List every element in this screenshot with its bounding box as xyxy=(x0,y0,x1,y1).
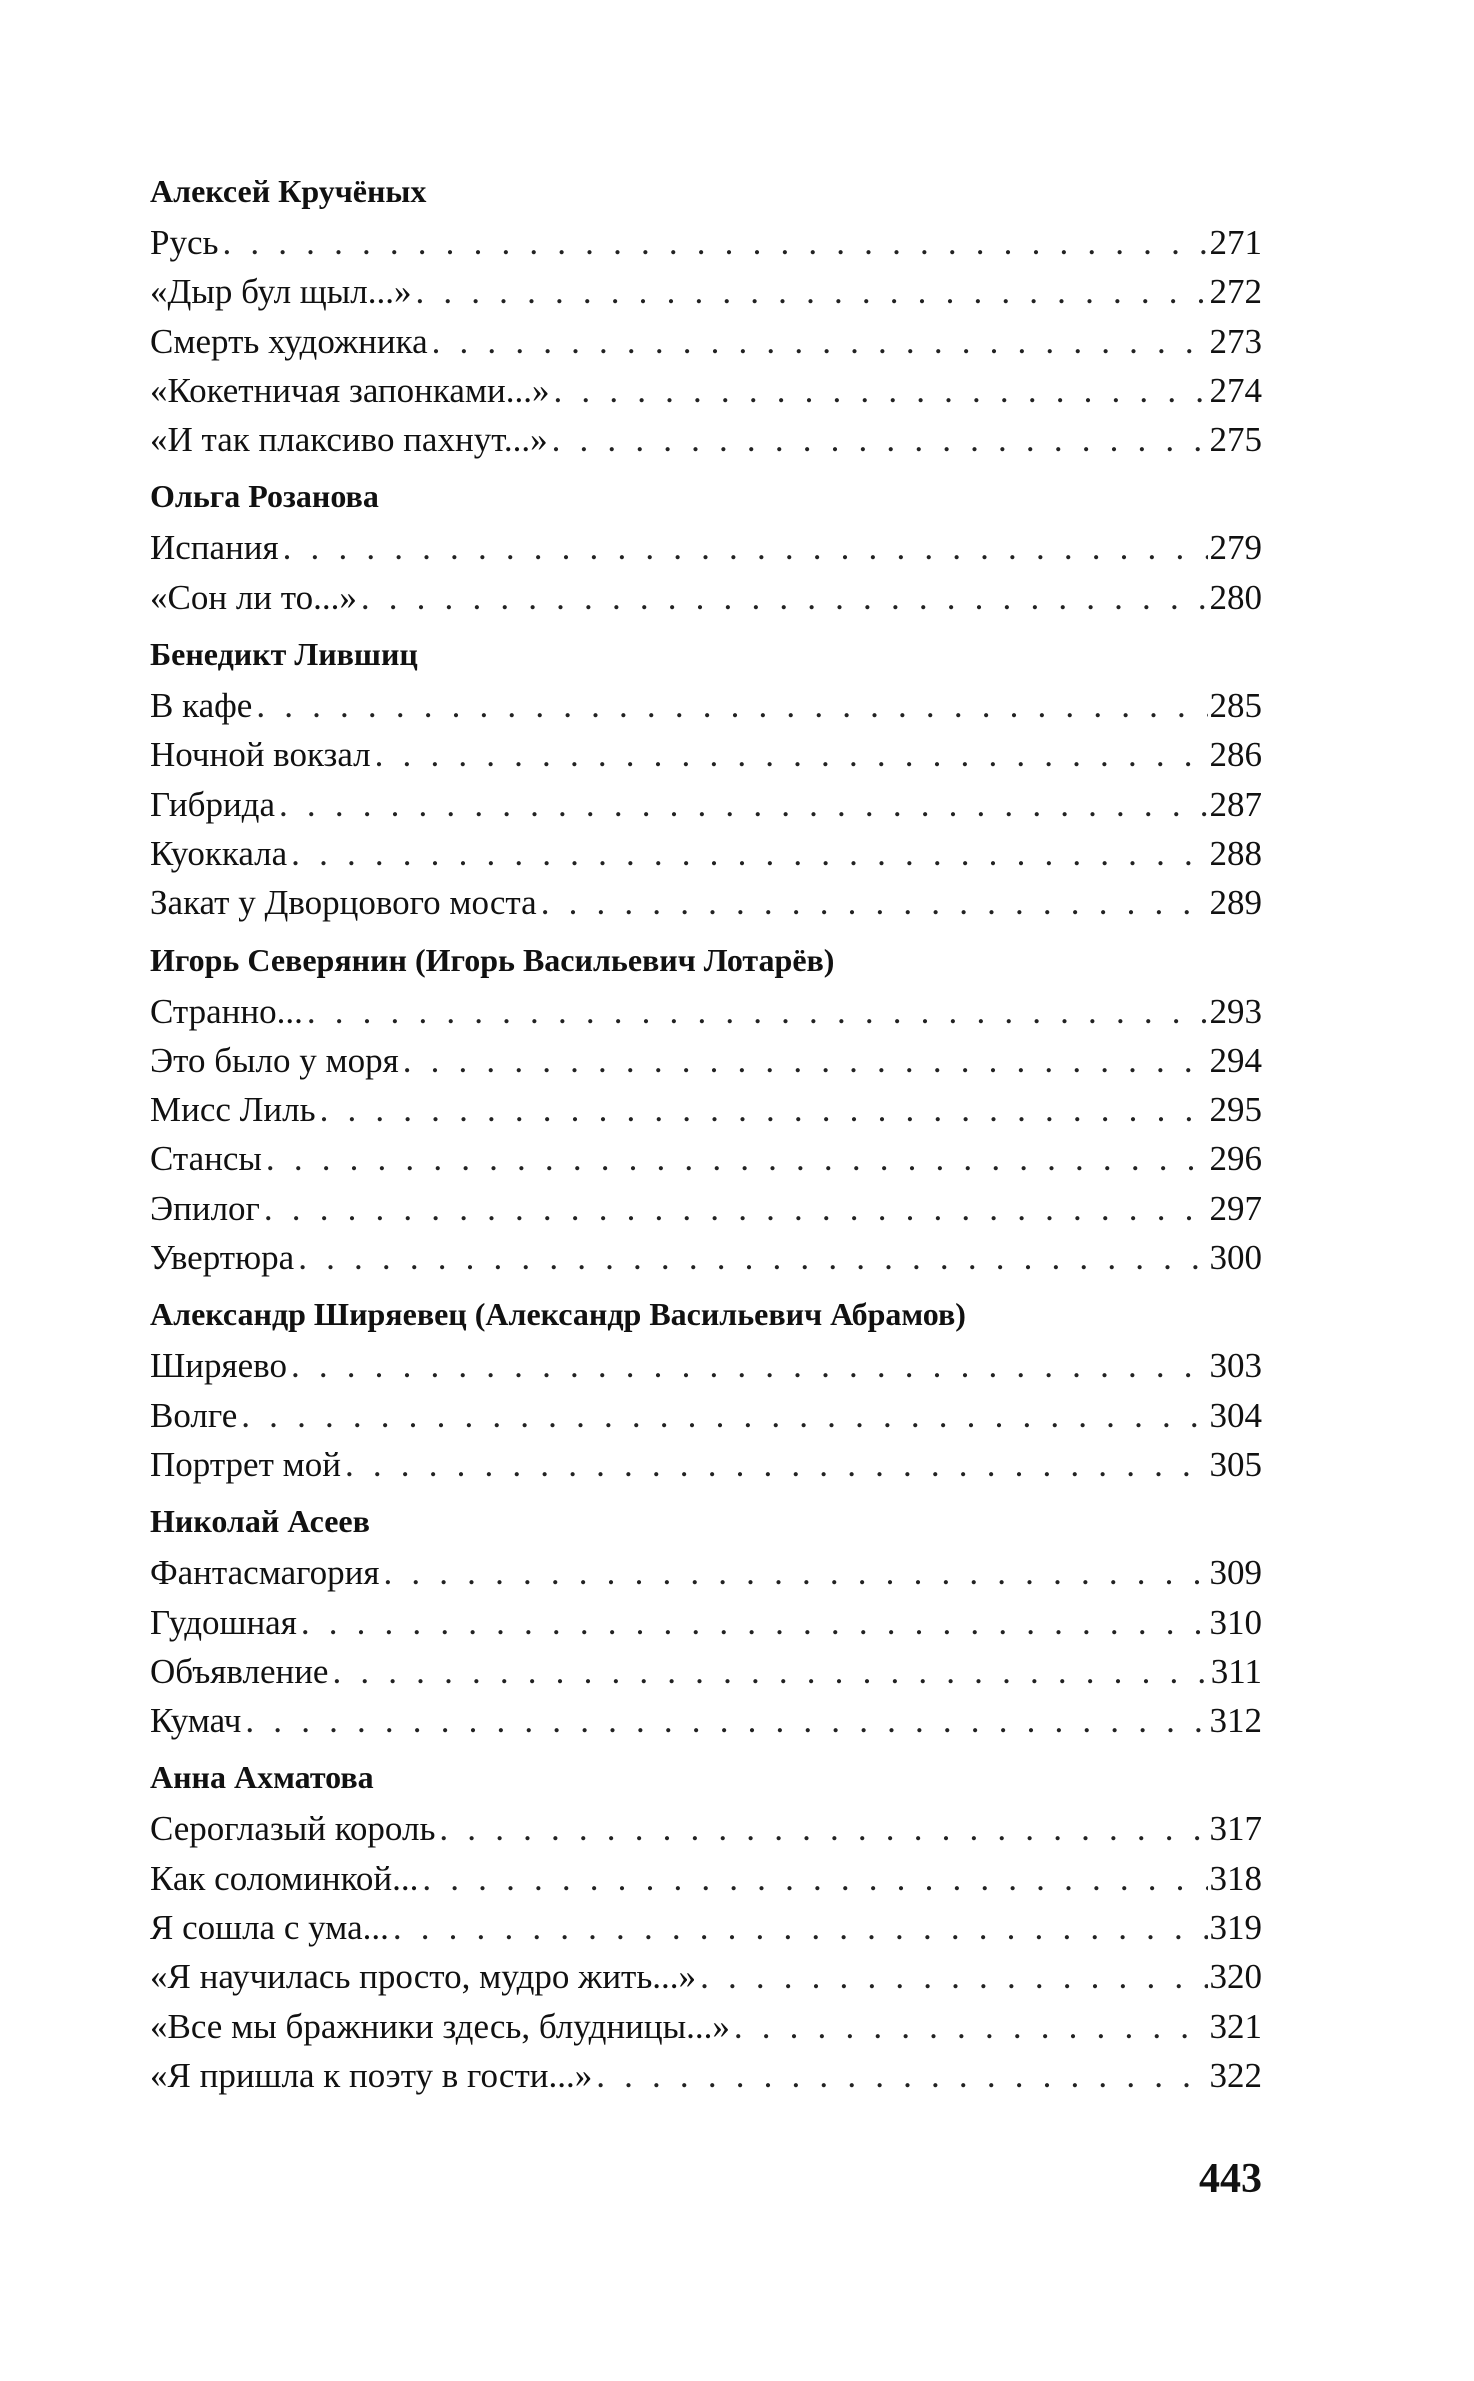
entry-title: Ширяево xyxy=(150,1346,287,1386)
toc-section xyxy=(150,1758,1262,2100)
toc-entry xyxy=(150,317,1262,366)
entry-title: «И так плаксиво пахнут...» xyxy=(150,420,548,460)
toc-section xyxy=(150,477,1262,622)
entry-title: Испания xyxy=(150,528,279,568)
toc-entry xyxy=(150,1134,1262,1183)
entry-title: Объявление xyxy=(150,1651,329,1691)
entry-page-number: 296 xyxy=(1209,1139,1262,1179)
entry-title: Это было у моря xyxy=(150,1040,399,1080)
dot-leader xyxy=(422,1854,1207,1903)
toc-entry xyxy=(150,415,1262,464)
entry-page-number: 319 xyxy=(1209,1908,1262,1948)
author-heading: Анна Ахматова xyxy=(150,1759,374,1796)
entry-page-number: 311 xyxy=(1210,1651,1262,1691)
toc-entry xyxy=(150,1184,1262,1233)
dot-leader xyxy=(283,523,1208,572)
entry-page-number: 287 xyxy=(1209,784,1262,824)
dot-leader xyxy=(345,1440,1208,1489)
toc-section xyxy=(150,1295,1262,1489)
dot-leader xyxy=(383,1548,1207,1597)
author-heading: Бенедикт Лившиц xyxy=(150,636,418,673)
dot-leader xyxy=(375,730,1208,779)
entry-title: Закат у Дворцового моста xyxy=(150,883,537,923)
dot-leader xyxy=(241,1391,1207,1440)
toc-entry xyxy=(150,1036,1262,1085)
entry-page-number: 286 xyxy=(1209,735,1262,775)
entry-title: В кафе xyxy=(150,686,253,726)
toc-entry xyxy=(150,267,1262,316)
entry-page-number: 322 xyxy=(1209,2055,1262,2095)
toc-entry xyxy=(150,366,1262,415)
entry-page-number: 289 xyxy=(1209,883,1262,923)
toc-section xyxy=(150,941,1262,1283)
toc-entry xyxy=(150,878,1262,927)
dot-leader xyxy=(301,1598,1208,1647)
entry-page-number: 280 xyxy=(1209,577,1262,617)
toc-entry xyxy=(150,1854,1262,1903)
toc-entry xyxy=(150,1647,1262,1696)
page-number: 443 xyxy=(1199,2156,1262,2202)
dot-leader xyxy=(307,987,1208,1036)
entry-page-number: 285 xyxy=(1209,686,1262,726)
author-heading: Николай Асеев xyxy=(150,1503,370,1540)
entry-title: Гибрида xyxy=(150,784,276,824)
toc-section xyxy=(150,172,1262,464)
author-heading: Ольга Розанова xyxy=(150,478,379,515)
author-heading: Алексей Кручёных xyxy=(150,173,427,209)
toc-section xyxy=(150,635,1262,927)
entry-title: «Дыр бул щыл...» xyxy=(150,272,412,312)
dot-leader xyxy=(320,1085,1208,1134)
dot-leader xyxy=(264,1184,1208,1233)
entry-title: Мисс Лиль xyxy=(150,1090,316,1130)
entry-title: Увертюра xyxy=(150,1238,295,1278)
toc-entry xyxy=(150,1341,1262,1390)
dot-leader xyxy=(541,878,1208,927)
entry-page-number: 303 xyxy=(1209,1346,1262,1386)
dot-leader xyxy=(256,681,1207,730)
entry-page-number: 274 xyxy=(1209,370,1262,410)
toc-entry xyxy=(150,1903,1262,1952)
entry-title: Ночной вокзал xyxy=(150,735,371,775)
entry-page-number: 272 xyxy=(1209,272,1262,312)
toc-entry xyxy=(150,1440,1262,1489)
toc-entry xyxy=(150,780,1262,829)
dot-leader xyxy=(245,1696,1207,1745)
dot-leader xyxy=(279,780,1207,829)
entry-title: Русь xyxy=(150,223,219,262)
dot-leader xyxy=(291,829,1207,878)
entry-title: «Кокетничая запонками...» xyxy=(150,370,550,410)
toc-entry xyxy=(150,1085,1262,1134)
toc-entry xyxy=(150,829,1262,878)
toc-entry xyxy=(150,573,1262,622)
entry-title: Гудошная xyxy=(150,1602,297,1642)
entry-page-number: 300 xyxy=(1209,1238,1262,1278)
entry-page-number: 304 xyxy=(1209,1395,1262,1435)
entry-page-number: 294 xyxy=(1209,1040,1262,1080)
entry-page-number: 305 xyxy=(1209,1444,1262,1484)
entry-page-number: 295 xyxy=(1209,1090,1262,1130)
entry-page-number: 275 xyxy=(1209,420,1262,460)
entry-page-number: 312 xyxy=(1209,1701,1262,1741)
dot-leader xyxy=(439,1804,1207,1853)
entry-page-number: 297 xyxy=(1209,1188,1262,1228)
entry-title: Смерть художника xyxy=(150,321,428,361)
entry-title: Эпилог xyxy=(150,1188,260,1228)
toc-entry xyxy=(150,1804,1262,1853)
toc-entry xyxy=(150,1598,1262,1647)
toc-section xyxy=(150,1502,1262,1745)
dot-leader xyxy=(361,573,1208,622)
toc-entry xyxy=(150,218,1262,267)
dot-leader xyxy=(596,2051,1207,2100)
toc-entry xyxy=(150,987,1262,1036)
entry-page-number: 279 xyxy=(1209,528,1262,568)
entry-page-number: 273 xyxy=(1209,321,1262,361)
entry-page-number: 317 xyxy=(1209,1809,1262,1849)
entry-title: Стансы xyxy=(150,1139,262,1179)
toc-entry xyxy=(150,1952,1262,2001)
author-heading: Александр Ширяевец (Александр Васильевич Абрамов) xyxy=(150,1296,966,1333)
entry-title: «Я пришла к поэту в гости...» xyxy=(150,2055,593,2095)
dot-leader xyxy=(700,1952,1207,2001)
entry-title: Кумач xyxy=(150,1701,242,1741)
entry-title: Я сошла с ума... xyxy=(150,1908,389,1948)
entry-title: «Я научилась просто, мудро жить...» xyxy=(150,1957,697,1997)
entry-page-number: 309 xyxy=(1209,1553,1262,1593)
toc-entry xyxy=(150,2002,1262,2051)
dot-leader xyxy=(266,1134,1208,1183)
entry-page-number: 293 xyxy=(1209,991,1262,1031)
entry-title: Куоккала xyxy=(150,833,288,873)
dot-leader xyxy=(403,1036,1208,1085)
entry-page-number: 288 xyxy=(1209,833,1262,873)
entry-page-number: 320 xyxy=(1209,1957,1262,1997)
entry-page-number: 321 xyxy=(1209,2006,1262,2046)
dot-leader xyxy=(291,1341,1208,1390)
table-of-contents xyxy=(150,172,1262,2100)
entry-title: «Сон ли то...» xyxy=(150,577,357,617)
toc-entry xyxy=(150,2051,1262,2100)
entry-page-number: 318 xyxy=(1209,1858,1262,1898)
entry-page-number: 310 xyxy=(1209,1602,1262,1642)
entry-title: Странно... xyxy=(150,991,303,1031)
entry-title: «Все мы бражники здесь, блудницы...» xyxy=(150,2006,730,2046)
dot-leader xyxy=(415,267,1207,316)
dot-leader xyxy=(393,1903,1208,1952)
toc-entry xyxy=(150,1696,1262,1745)
author-heading: Игорь Северянин (Игорь Васильевич Лотарёв) xyxy=(150,941,835,978)
toc-entry xyxy=(150,681,1262,730)
entry-title: Портрет мой xyxy=(150,1444,341,1484)
entry-title: Волге xyxy=(150,1395,238,1435)
dot-leader xyxy=(554,366,1208,415)
toc-entry xyxy=(150,523,1262,572)
entry-title: Как соломинкой... xyxy=(150,1858,419,1898)
entry-title: Сероглазый король xyxy=(150,1809,436,1849)
toc-entry xyxy=(150,1548,1262,1597)
toc-entry xyxy=(150,730,1262,779)
entry-page-number: 271 xyxy=(1209,223,1262,262)
toc-entry xyxy=(150,1391,1262,1440)
toc-entry xyxy=(150,1233,1262,1282)
entry-title: Фантасмагория xyxy=(150,1553,380,1593)
dot-leader xyxy=(298,1233,1207,1282)
dot-leader xyxy=(734,2002,1208,2051)
dot-leader xyxy=(222,218,1207,267)
dot-leader xyxy=(432,317,1208,366)
dot-leader xyxy=(332,1647,1208,1696)
dot-leader xyxy=(552,415,1208,464)
